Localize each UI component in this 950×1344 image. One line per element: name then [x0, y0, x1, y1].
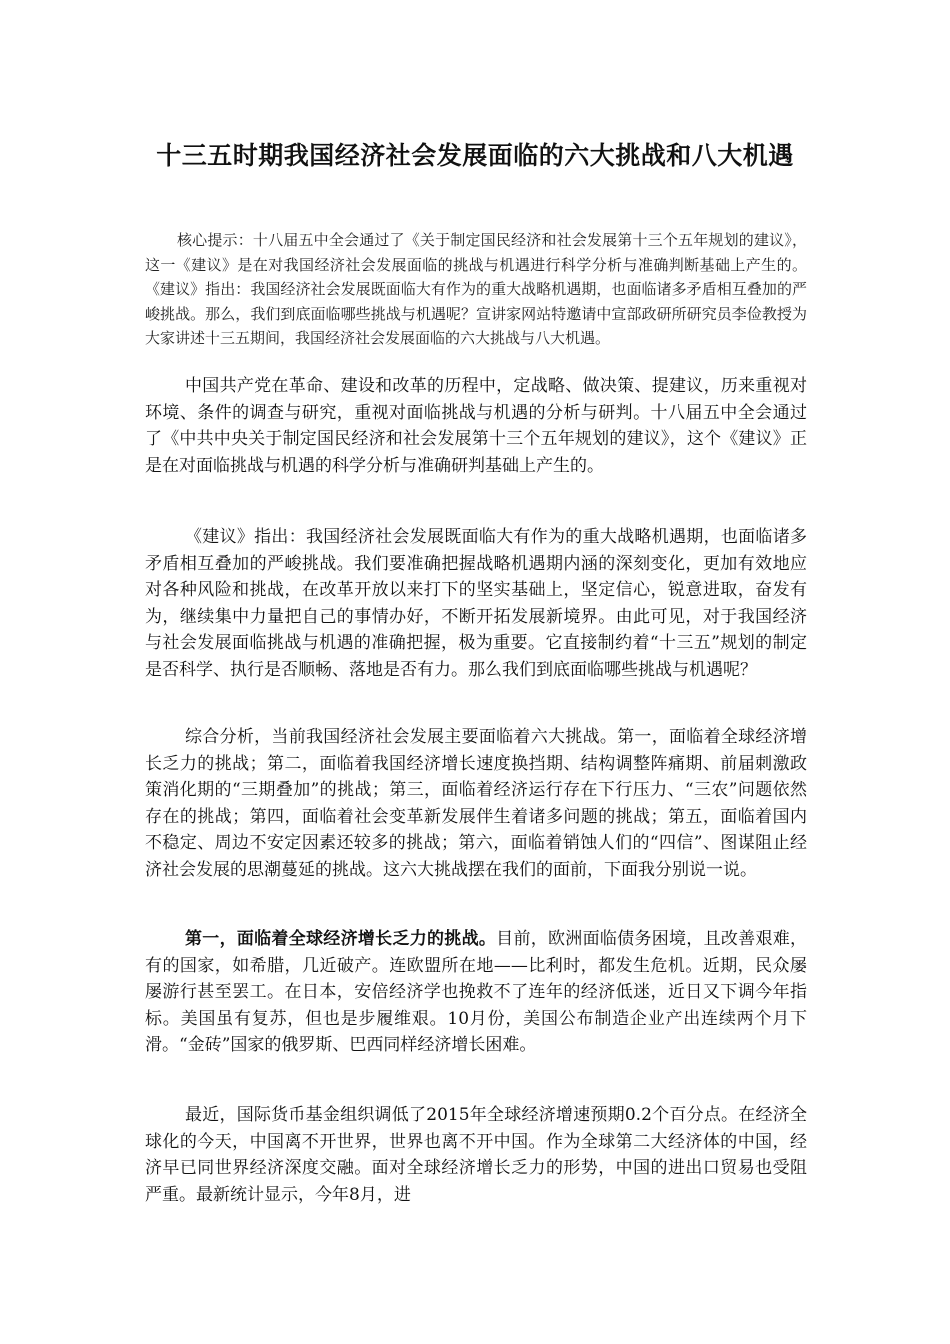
paragraph-lead: 第一，面临着全球经济增长乏力的挑战。: [185, 929, 497, 949]
paragraph-text: 《建议》指出：我国经济社会发展既面临大有作为的重大战略机遇期，也面临诸多矛盾相互叠加的严峻挑战。我们要准确把握战略机遇期内涵的深刻变化，更加有效地应对各种风险和挑战，在改革开放以来打下的坚实基础上，坚定信心，锐意进取，奋发有为，继续集中力量把自己的事情办好，不断开拓发展新境界。由此可见，对于我国经济与社会发展面临挑战与机遇的准确把握，极为重要。它直接制约着“十三五”规划的制定是否科学、执行是否顺畅、落地是否有力。那么我们到底面临哪些挑战与机遇呢？: [145, 527, 807, 680]
body-paragraph: [145, 724, 807, 883]
body-paragraph: [145, 1102, 807, 1208]
body-paragraph: [145, 373, 807, 479]
paragraph-text: 综合分析，当前我国经济社会发展主要面临着六大挑战。第一，面临着全球经济增长乏力的挑战；第二，面临着我国经济增长速度换挡期、结构调整阵痛期、前届刺激政策消化期的“三期叠加”的挑战；第三，面临着经济运行存在下行压力、“三农”问题依然存在的挑战；第四，面临着社会变革新发展伴生着诸多问题的挑战；第五，面临着国内不稳定、周边不安定因素还较多的挑战；第六，面临着销蚀人们的“四信”、图谋阻止经济社会发展的思潮蔓延的挑战。这六大挑战摆在我们的面前，下面我分别说一说。: [145, 727, 807, 880]
paragraph-text: 最近，国际货币基金组织调低了2015年全球经济增速预期0.2个百分点。在经济全球化的今天，中国离不开世界，世界也离不开中国。作为全球第二大经济体的中国，经济早已同世界经济深度交融。面对全球经济增长乏力的形势，中国的进出口贸易也受阻严重。最新统计显示，今年8月，进: [145, 1105, 807, 1205]
body-paragraph: [145, 524, 807, 683]
body-paragraph: [145, 926, 807, 1059]
document-title: 十三五时期我国经济社会发展面临的六大挑战和八大机遇: [156, 141, 794, 170]
paragraph-text: 目前，欧洲面临债务困境，且改善艰难，有的国家，如希腊，几近破产。连欧盟所在地——比利时，都发生危机。近期，民众屡屡游行甚至罢工。在日本，安倍经济学也挽救不了连年的经济低迷，近日又下调今年指标。美国虽有复苏，但也是步履维艰。10月份，美国公布制造企业产出连续两个月下滑。“金砖”国家的俄罗斯、巴西同样经济增长困难。: [145, 929, 808, 1055]
summary-paragraph: 核心提示：十八届五中全会通过了《关于制定国民经济和社会发展第十三个五年规划的建议》，这一《建议》是在对我国经济社会发展面临的挑战与机遇进行科学分析与准确判断基础上产生的。《建议》指出：我国经济社会发展既面临大有作为的重大战略机遇期，也面临诸多矛盾相互叠加的严峻挑战。那么，我们到底面临哪些挑战与机遇呢？宣讲家网站特邀请中宣部政研所研究员李俭教授为大家讲述十三五期间，我国经济社会发展面临的六大挑战与八大机遇。: [145, 231, 807, 347]
paragraph-text: 中国共产党在革命、建设和改革的历程中，定战略、做决策、提建议，历来重视对环境、条件的调查与研究，重视对面临挑战与机遇的分析与研判。十八届五中全会通过了《中共中央关于制定国民经济和社会发展第十三个五年规划的建议》，这个《建议》正是在对面临挑战与机遇的科学分析与准确研判基础上产生的。: [145, 376, 807, 476]
